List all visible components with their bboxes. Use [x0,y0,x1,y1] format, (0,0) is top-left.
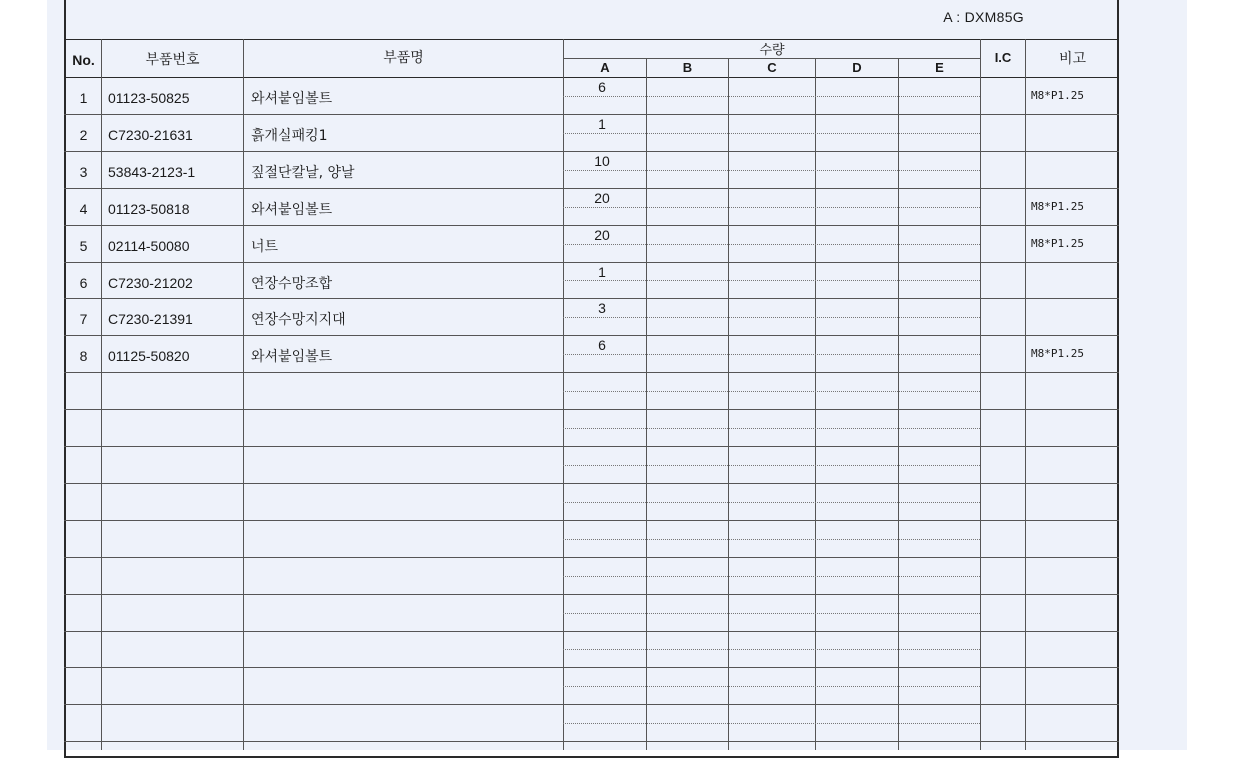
row-part-name: 연장수망조합 [251,275,333,292]
row-no: 7 [79,311,88,328]
row-no: 5 [79,237,88,254]
row-dotted-rule [563,170,980,171]
col-divider [243,39,244,750]
row-qty-a: 1 [598,115,606,132]
col-header-no: No. [72,52,95,68]
row-dotted-rule [563,613,980,614]
row-part-number: 01125-50820 [108,348,190,365]
col-divider [563,39,564,750]
row-dotted-rule [563,391,980,392]
row-qty-a: 10 [594,152,610,169]
row-no: 2 [79,126,88,143]
row-dotted-rule [563,133,980,134]
col-header-ic: I.C [994,50,1012,65]
row-rule [64,225,1119,226]
row-no: 3 [79,163,88,180]
quantity-subheader-rule [563,58,980,59]
row-dotted-rule [563,502,980,503]
row-rule [64,631,1119,632]
row-no: 1 [79,90,88,106]
row-rule [64,667,1119,668]
row-remarks: M8*P1.25 [1031,236,1084,250]
row-part-number: 01123-50825 [108,90,190,106]
row-rule [64,262,1119,263]
row-remarks: M8*P1.25 [1031,199,1084,213]
row-dotted-rule [563,317,980,318]
row-dotted-rule [563,649,980,650]
row-no: 6 [79,274,88,291]
header-bottom-rule [64,77,1119,78]
row-qty-a: 6 [598,79,606,95]
col-header-qty-c: C [767,60,777,75]
row-rule [64,594,1119,595]
row-part-name: 연장수망지지대 [251,312,346,329]
row-rule [64,741,1119,742]
row-no: 8 [79,348,88,365]
row-part-name: 와셔붙임볼트 [251,349,333,366]
row-rule [64,298,1119,299]
row-part-name: 와셔붙임볼트 [251,91,333,107]
row-rule [64,114,1119,115]
row-rule [64,520,1119,521]
row-rule [64,483,1119,484]
col-divider [980,39,981,750]
row-rule [64,409,1119,410]
row-remarks: M8*P1.25 [1031,89,1084,102]
row-qty-a: 1 [598,263,606,280]
col-divider [815,58,816,750]
row-dotted-rule [563,723,980,724]
col-header-remarks: 비고 [1058,51,1087,67]
col-header-part-number: 부품번호 [145,52,200,68]
row-dotted-rule [563,428,980,429]
col-header-part-name: 부품명 [383,50,424,66]
col-divider [1025,39,1026,750]
row-dotted-rule [563,96,980,97]
row-rule [64,557,1119,558]
row-part-number: 01123-50818 [108,200,190,217]
row-remarks: M8*P1.25 [1031,347,1084,361]
row-part-name: 짚절단칼날, 양날 [251,164,355,181]
row-qty-a: 20 [594,189,610,206]
row-part-number: C7230-21391 [108,311,193,328]
row-dotted-rule [563,207,980,208]
col-divider [646,58,647,750]
row-qty-a: 6 [598,337,606,354]
row-dotted-rule [563,539,980,540]
row-dotted-rule [563,465,980,466]
row-qty-a: 20 [594,226,610,243]
row-rule [64,335,1119,336]
row-part-number: C7230-21202 [108,274,193,291]
row-part-name: 흙개실패킹1 [251,127,328,144]
col-divider [728,58,729,750]
row-no: 4 [79,200,88,217]
col-header-qty-b: B [682,60,693,75]
row-part-name: 와셔붙임볼트 [251,201,333,218]
row-dotted-rule [563,576,980,577]
row-dotted-rule [563,686,980,687]
row-part-name: 너트 [251,238,279,255]
row-part-number: C7230-21631 [108,126,193,143]
row-rule [64,372,1119,373]
row-rule [64,151,1119,152]
row-qty-a: 3 [598,300,606,317]
row-rule [64,704,1119,705]
col-header-qty-e: E [935,60,944,75]
row-rule [64,188,1119,189]
col-header-quantity: 수량 [759,43,785,58]
col-header-qty-a: A [600,60,610,75]
model-code: A : DXM85G [943,9,1024,25]
row-dotted-rule [563,244,980,245]
row-part-number: 02114-50080 [108,237,190,254]
row-rule [64,446,1119,447]
col-divider [898,58,899,750]
row-dotted-rule [563,280,980,281]
col-divider [101,39,102,750]
row-dotted-rule [563,354,980,355]
row-part-number: 53843-2123-1 [108,163,196,180]
col-header-qty-d: D [852,60,862,75]
